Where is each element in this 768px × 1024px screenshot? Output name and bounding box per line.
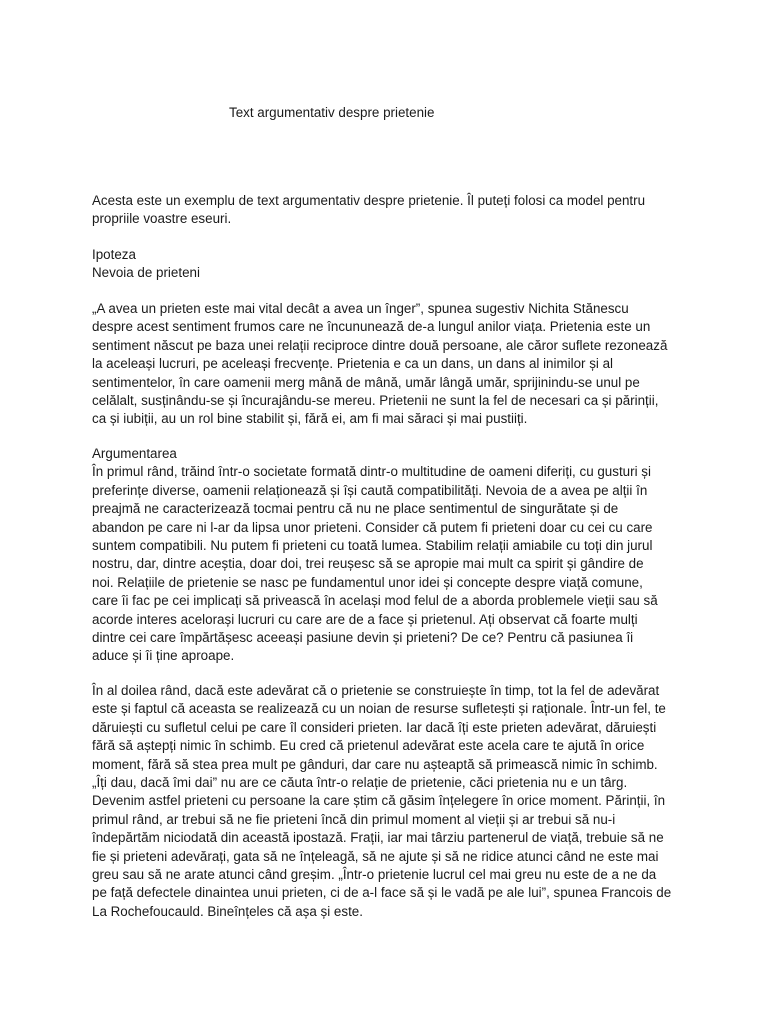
- text-line: preferințe diverse, oamenii relaționează și își caută compatibilități. Nevoia de a avea pe alții în: [92, 482, 648, 498]
- text-line: celălalt, susținându-se și încurajându-se mereu. Prietenii ne sunt la fel de necesari ca și părinții,: [92, 393, 659, 409]
- text-line: „A avea un prieten este mai vital decât a avea un înger”, spunea sugestiv Nichita Stănescu: [92, 301, 629, 316]
- hypothesis-section: [92, 246, 682, 283]
- text-line: sentiment născut pe baza unei relații reciproce dintre două persoane, ale căror suflete rezonează: [92, 337, 668, 353]
- arguments-heading: Argumentarea: [92, 446, 177, 461]
- text-line: primul rând, ar trebui să ne fie prieteni încă din primul moment al vieții și ar trebui să nu-i: [92, 811, 616, 827]
- text-line: este și faptul că aceasta se realizează cu un noian de resurse sufletești și raționale. Într-un fel, te: [92, 701, 666, 717]
- text-line: la aceleași lucruri, pe aceleași frecvențe. Prietenia e ca un dans, un dans al inimilor și al: [92, 356, 614, 372]
- text-line: greu sau să ne arate atunci când greșim. „Într-o prietenie lucrul cel mai greu nu este de a ne da: [92, 867, 657, 883]
- text-line: În primul rând, trăind într-o societate formată dintr-o multitudine de oameni diferiți, cu gusturi și: [92, 464, 651, 480]
- text-line: abandon pe care ni l-ar da lipsa unor prieteni. Consider că putem fi prieteni doar cu cei cu care: [92, 519, 653, 535]
- text-line: sentimentelor, în care oamenii merg mână de mână, umăr lângă umăr, sprijinindu-se unul pe: [92, 374, 640, 390]
- text-line: În al doilea rând, dacă este adevărat că o prietenie se construiește în timp, tot la fel de adevărat: [92, 683, 660, 698]
- text-line: Acesta este un exemplu de text argumentativ despre prietenie. Îl puteți folosi ca model pentru: [92, 193, 646, 208]
- text-line: acorde interes acelorași lucruri cu care are de a face și prietenul. Ați observat că foarte mulți: [92, 611, 638, 627]
- arguments-section: [92, 445, 682, 666]
- text-line: fie și prieteni adevărați, gata să ne înțeleagă, să ne ajute și să ne ridice atunci când ne este mai: [92, 848, 659, 864]
- hypothesis-heading: Ipoteza: [92, 247, 136, 262]
- quote-paragraph: [92, 300, 682, 429]
- document-title: Text argumentativ despre prietenie: [229, 105, 435, 120]
- text-line: noi. Relațiile de prietenie se nasc pe fundamentul unor idei și concepte despre viață comune,: [92, 574, 643, 590]
- text-line: La Rochefoucauld. Bineînțeles că așa și este.: [92, 903, 363, 919]
- text-line: „Îți dau, dacă îmi dai” nu are ce căuta într-o relație de prietenie, căci prietenia nu e un târg.: [92, 775, 628, 791]
- text-line: aduce și îi ține aproape.: [92, 648, 235, 664]
- text-line: îndepărtăm niciodată din această ipostază. Frații, iar mai târziu partenerul de viață, trebuie să ne: [92, 830, 664, 846]
- text-line: preajmă ne caracterizează tocmai pentru că nu ne place sentimentul de singurătate și de: [92, 501, 619, 517]
- text-line: nostru, dar, dintre aceștia, doar doi, trei reușesc să se apropie mai mult ca spirit și gândire de: [92, 556, 644, 572]
- text-line: despre acest sentiment frumos care ne încununează de-a lungul anilor viața. Prietenia este un: [92, 319, 651, 335]
- text-line: fără să aștepți nimic în schimb. Eu cred că prietenul adevărat este acela care te ajută în orice: [92, 738, 645, 754]
- intro-paragraph: [92, 192, 682, 229]
- text-line: Devenim astfel prieteni cu persoane la care știm că găsim înțelegere în orice moment. Părinții, în: [92, 793, 666, 809]
- text-line: dintre cei care împărtășesc aceeași pasiune devin și prieteni? De ce? Pentru că pasiunea îi: [92, 630, 634, 646]
- second-argument-paragraph: [92, 682, 682, 921]
- text-line: moment, fără să stea prea mult pe gânduri, dar care nu așteaptă să primească nimic în schimb.: [92, 756, 658, 772]
- text-line: pe față defectele dinaintea unui prieten, ci de a-l face să și le vadă pe ale lui”, spunea Francois de: [92, 885, 672, 901]
- text-line: ca și iubiții, au un rol bine stabilit și, fără ei, am fi mai săraci și mai pustiiți.: [92, 411, 528, 427]
- text-line: care îi fac pe cei implicați să privească în același mod felul de a aborda problemele vieții sau să: [92, 593, 658, 609]
- text-line: propriile voastre eseuri.: [92, 211, 232, 227]
- hypothesis-text: Nevoia de prieteni: [92, 265, 200, 281]
- text-line: suntem compatibili. Nu putem fi prieteni cu toată lumea. Stabilim relații amiabile cu toți din jurul: [92, 538, 653, 554]
- text-line: dăruiești cu sufletul celui pe care îl consideri prieten. Iar dacă îți este prieten adevărat, dăruiești: [92, 719, 657, 735]
